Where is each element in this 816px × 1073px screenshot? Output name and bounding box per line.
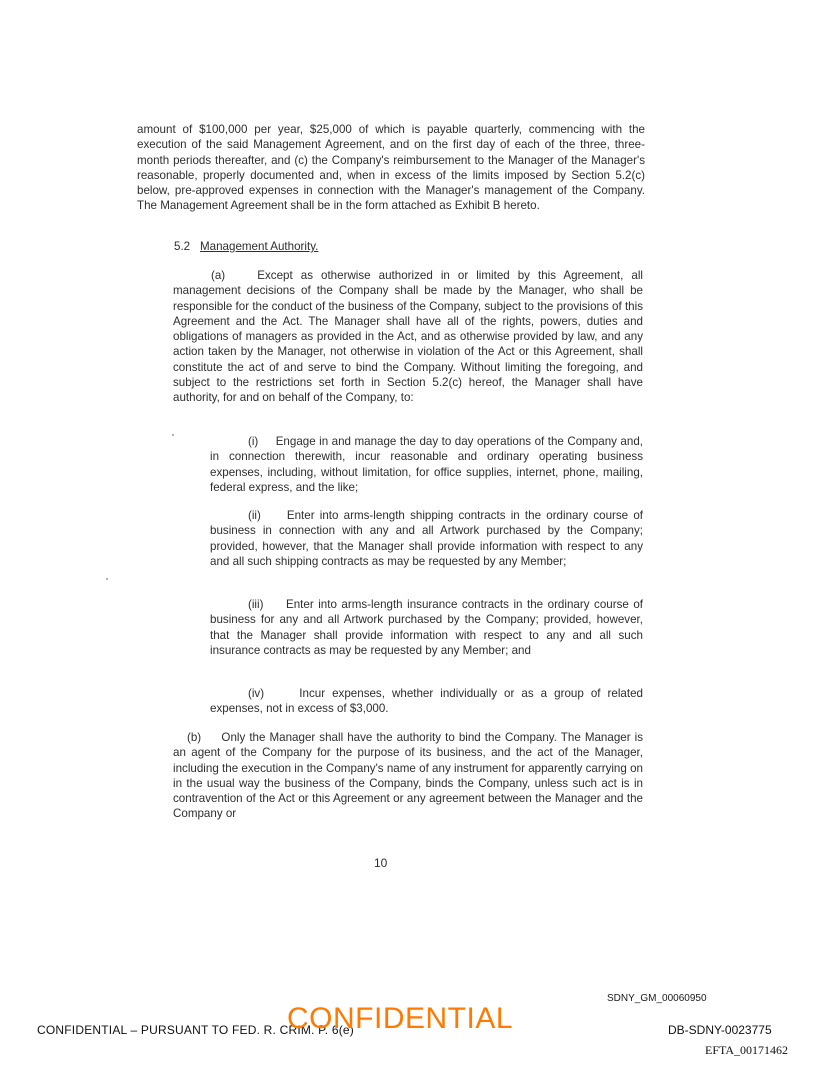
paragraph-b: (b) Only the Manager shall have the authority to bind the Company. The Manager is an agent of the Company for the purpose of its business, and the act of the Manager, including the execution in the Company's name of any instrument for apparently carrying on in the usual way the business of the Company, binds the Company, unless such act is in contravention of the Act or this Agreement or any agreement between the Manager and the Company or: [173, 731, 643, 821]
scan-speck: [106, 578, 108, 580]
section-title: Management Authority.: [200, 240, 319, 253]
section-heading: [174, 240, 318, 253]
confidential-stamp: CONFIDENTIAL: [287, 1002, 514, 1035]
item-i: (i) Engage in and manage the day to day operations of the Company and, in connection therewith, incur reasonable and ordinary operating business expenses, including, without limitation, for office supplies, internet, phone, mailing, federal express, and the like;: [210, 435, 643, 494]
bates-number-top: SDNY_GM_00060950: [607, 993, 707, 1004]
bates-number-right: DB-SDNY-0023775: [668, 1023, 772, 1037]
section-number: 5.2: [174, 240, 191, 253]
page-number: 10: [374, 856, 388, 870]
intro-paragraph: amount of $100,000 per year, $25,000 of which is payable quarterly, commencing with the execution of the said Management Agreement, and on the first day of each of the three, three-month periods thereafter, and (c) the Company's reimbursement to the Manager of the Manager's reasonable, properly documented and, when in excess of the limits imposed by Section 5.2(c) below, pre-approved expenses in connection with the Manager's management of the Company. The Management Agreement shall be in the form attached as Exhibit B hereto.: [137, 123, 645, 213]
item-ii: (ii) Enter into arms-length shipping contracts in the ordinary course of business in connection with any and all Artwork purchased by the Company; provided, however, that the Manager shall provide information with respect to any and all such shipping contracts as may be requested by any Member;: [210, 509, 643, 568]
scan-speck: [172, 434, 174, 436]
efta-number: EFTA_00171462: [705, 1043, 789, 1057]
item-iii: (iii) Enter into arms-length insurance contracts in the ordinary course of business for any and all Artwork purchased by the Company; provided, however, that the Manager shall provide information with respect to any and all such insurance contracts as may be requested by any Member; and: [210, 598, 643, 657]
item-iv: (iv) Incur expenses, whether individually or as a group of related expenses, not in excess of $3,000.: [210, 687, 643, 716]
confidential-footer-left: CONFIDENTIAL – PURSUANT TO FED. R. CRIM. P. 6(e): [37, 1023, 354, 1037]
paragraph-a: (a) Except as otherwise authorized in or limited by this Agreement, all management decisions of the Company shall be made by the Manager, who shall be responsible for the conduct of the business of the Company, subject to the provisions of this Agreement and the Act. The Manager shall have all of the rights, powers, duties and obligations of managers as provided in the Act, and as otherwise provided by law, and any action taken by the Manager, not otherwise in violation of the Act or this Agreement, shall constitute the act of and serve to bind the Company. Without limiting the foregoing, and subject to the restrictions set forth in Section 5.2(c) hereof, the Manager shall have authority, for and on behalf of the Company, to:: [173, 269, 643, 405]
